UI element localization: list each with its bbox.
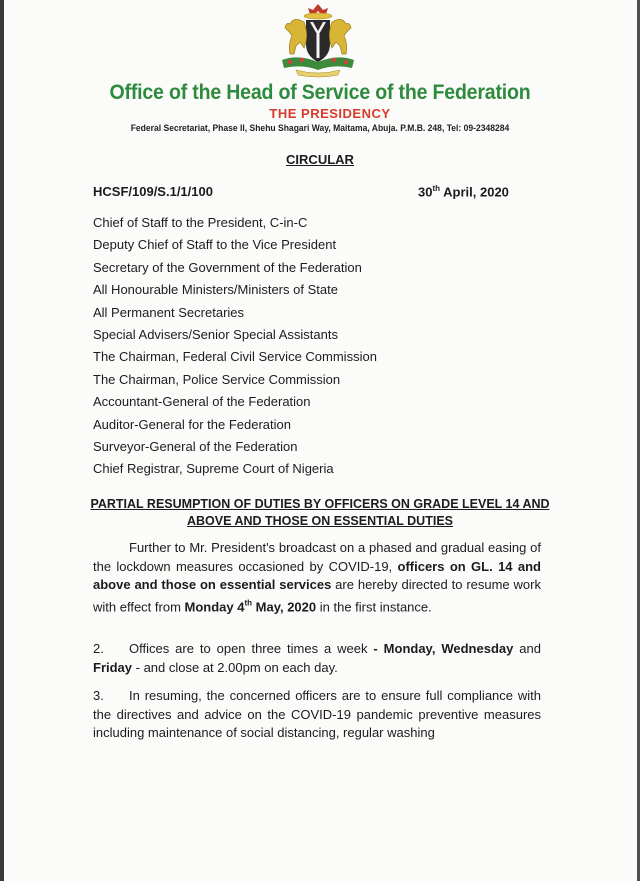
presidency-label: THE PRESIDENCY [269,106,391,121]
p2-text-1: Offices are to open three times a week [129,641,374,656]
paragraph-3 [93,687,541,743]
p1-bold-1: officers on GL. 14 and above and those on essential services [93,558,541,592]
p1-text-2: are hereby directed to resume work with effect from [93,577,541,614]
office-title: Office of the Head of Service of the Federation [109,81,531,104]
date-day: 30 [418,184,433,200]
recipient-item: All Honourable Ministers/Ministers of State [93,282,338,298]
circular-heading: CIRCULAR [286,152,354,167]
recipient-item: The Chairman, Federal Civil Service Commission [93,349,377,365]
subject-heading [80,496,560,530]
p1-bold-2: Monday 4 [184,598,245,614]
subject-line-1: PARTIAL RESUMPTION OF DUTIES BY OFFICERS ON GRADE LEVEL 14 AND [90,497,550,511]
page-edge-left [0,0,4,881]
recipient-item: Chief Registrar, Supreme Court of Nigeria [93,461,334,477]
circular-date [418,184,509,199]
recipient-item: Secretary of the Government of the Federation [93,259,362,275]
paragraph-2 [93,640,541,677]
paragraph-1 [93,539,541,616]
nigeria-coat-of-arms-icon [268,2,368,78]
recipient-item: Surveyor-General of the Federation [93,438,298,454]
recipient-list [93,212,377,481]
p2-bold-1: - Monday, Wednesday [373,641,514,656]
recipient-item: The Chairman, Police Service Commission [93,371,341,387]
p1-text-3: in the first instance. [316,598,432,614]
p2-number: 2. [93,641,104,656]
recipient-item: Accountant-General of the Federation [93,394,311,410]
recipient-item: Auditor-General for the Federation [93,416,291,432]
p3-text-1: In resuming, the concerned officers are to ensure full compliance with the directives and advice on the COVID-19 pandemic preventive measures including maintenance of social distancing, regular washing [93,688,541,740]
recipient-item: Chief of Staff to the President, C-in-C [93,215,308,230]
p1-bold-2-sup: th [244,598,253,608]
p1-text-1: Further to Mr. President's broadcast on a phased and gradual easing of the lockdown measures occasioned by COVID-19, [93,540,541,574]
p2-text-2: and [513,641,541,656]
subject-line-2: ABOVE AND THOSE ON ESSENTIAL DUTIES [186,514,453,528]
date-rest: April, 2020 [440,184,509,200]
p2-bold-2: Friday [93,659,133,675]
recipient-item: Deputy Chief of Staff to the Vice President [93,237,337,253]
recipient-item: Special Advisers/Senior Special Assistants [93,326,338,342]
reference-number: HCSF/109/S.1/1/100 [93,184,213,199]
p1-bold-3: May, 2020 [252,598,317,614]
recipient-item: All Permanent Secretaries [93,304,245,320]
office-address: Federal Secretariat, Phase II, Shehu Shagari Way, Maitama, Abuja. P.M.B. 248, Tel: 09-2348284 [130,123,510,133]
p2-text-3: - and close at 2.00pm on each day. [132,659,338,675]
date-suffix: th [432,184,441,193]
p3-number: 3. [93,688,104,703]
